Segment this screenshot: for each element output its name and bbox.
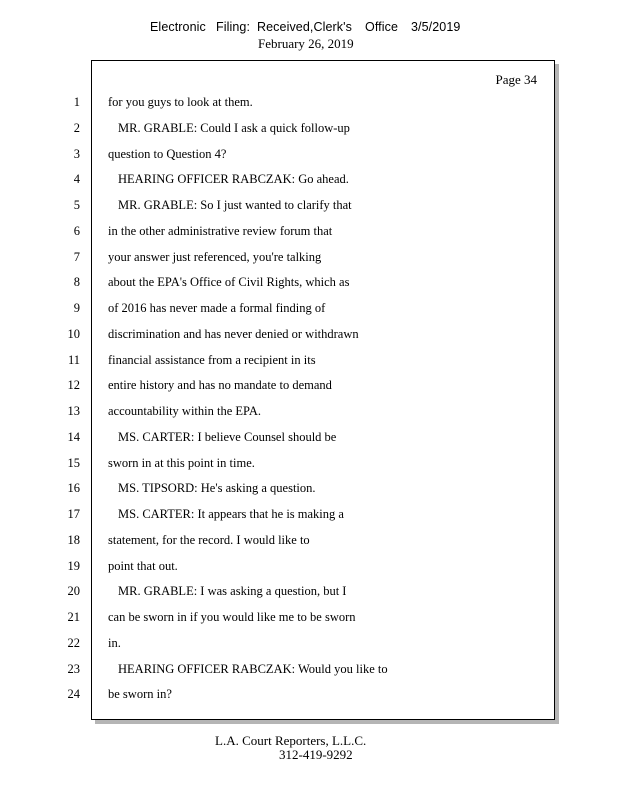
transcript-line-text: financial assistance from a recipient in its	[108, 353, 316, 367]
line-number: 21	[67, 610, 80, 624]
line-number: 16	[67, 481, 80, 495]
transcript-line-text: statement, for the record. I would like to	[108, 533, 310, 547]
transcript-line-text: HEARING OFFICER RABCZAK: Would you like to	[118, 662, 388, 676]
line-number: 10	[67, 327, 80, 341]
line-number: 3	[73, 147, 80, 161]
transcript-line-text: point that out.	[108, 559, 178, 573]
transcript-line-text: MR. GRABLE: Could I ask a quick follow-up	[118, 121, 350, 135]
stamp-word-electronic: Electronic	[150, 20, 206, 34]
line-number: 19	[67, 559, 80, 573]
transcript-line-text: about the EPA's Office of Civil Rights, which as	[108, 275, 350, 289]
transcript-line-text: HEARING OFFICER RABCZAK: Go ahead.	[118, 172, 349, 186]
transcript-line-text: MS. CARTER: It appears that he is making a	[118, 507, 344, 521]
line-number: 8	[73, 275, 80, 289]
stamp-word-office: Office	[365, 20, 399, 34]
electronic-filing-stamp	[150, 20, 460, 34]
line-number: 22	[67, 636, 80, 650]
line-number: 14	[67, 430, 80, 444]
transcript-line-text: be sworn in?	[108, 687, 172, 701]
line-number: 7	[73, 250, 80, 264]
stamp-date: 3/5/2019	[411, 20, 461, 34]
transcript-line-text: MS. TIPSORD: He's asking a question.	[118, 481, 316, 495]
line-number: 24	[67, 687, 80, 701]
court-reporter-company: L.A. Court Reporters, L.L.C.	[215, 733, 367, 748]
stamp-word-filing: Filing:	[216, 20, 251, 34]
transcript-line-text: discrimination and has never denied or withdrawn	[108, 327, 359, 341]
line-number: 20	[67, 584, 80, 598]
line-number: 13	[67, 404, 80, 418]
line-number: 18	[67, 533, 80, 547]
page-number: Page 34	[495, 72, 537, 87]
transcript-line-text: sworn in at this point in time.	[108, 456, 255, 470]
line-number: 1	[73, 95, 80, 109]
transcript-line-text: of 2016 has never made a formal finding of	[108, 301, 326, 315]
line-number: 6	[73, 224, 80, 238]
line-number: 5	[73, 198, 80, 212]
line-number: 17	[67, 507, 80, 521]
transcript-date: February 26, 2019	[258, 36, 354, 51]
line-number: 2	[73, 121, 80, 135]
transcript-line-text: question to Question 4?	[108, 147, 227, 161]
transcript-line-text: accountability within the EPA.	[108, 404, 261, 418]
court-reporter-phone: 312-419-9292	[279, 747, 353, 762]
line-number: 11	[67, 353, 80, 367]
transcript-line-text: for you guys to look at them.	[108, 95, 253, 109]
line-number: 23	[67, 662, 80, 676]
transcript-line-text: MS. CARTER: I believe Counsel should be	[118, 430, 337, 444]
transcript-line-text: in.	[108, 636, 121, 650]
transcript-line-text: in the other administrative review forum that	[108, 224, 333, 238]
transcript-line-text: can be sworn in if you would like me to be sworn	[108, 610, 356, 624]
line-number: 9	[73, 301, 80, 315]
transcript-line-text: MR. GRABLE: So I just wanted to clarify that	[118, 198, 352, 212]
transcript-line-text: entire history and has no mandate to demand	[108, 378, 332, 392]
line-number: 4	[73, 172, 80, 186]
stamp-word-received-clerks: Received,Clerk's	[257, 20, 352, 34]
transcript-line-text: your answer just referenced, you're talking	[108, 250, 322, 264]
line-number: 12	[67, 378, 80, 392]
transcript-line-text: MR. GRABLE: I was asking a question, but I	[118, 584, 347, 598]
line-number: 15	[67, 456, 80, 470]
